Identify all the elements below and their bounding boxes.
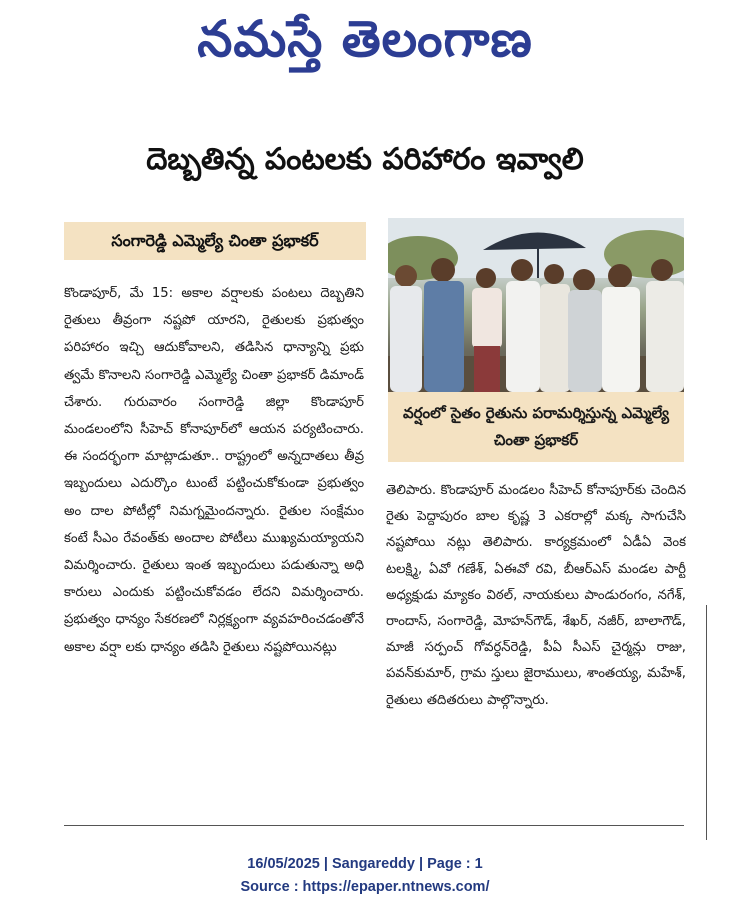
footer-source: Source : https://epaper.ntnews.com/ — [240, 879, 490, 895]
right-column-divider — [706, 605, 707, 840]
article-body-right-column: తెలిపారు. కొండాపూర్ మండలం సీహెచ్ కోనాపూర్‌కు చెందిన రైతు పెద్దాపురం బాల కృష్ణ 3 ఎకరాల్లో మక్క సాగుచేసి నష్టపోయి నట్లు తెలిపారు. కార్యక్రమంలో ఏడీఏ వెంక టలక్ష్మి, ఏవో గణేశ్, ఏఈవో రవి, బీఆర్‌ఎస్ మండల పార్టీ అధ్యక్షుడు మ్యాకం విఠల్, నాయకులు పాండురంగం, నగేశ్, రాందాస్, సంగారెడ్డి, మోహన్‌గౌడ్, శేఖర్, నజీర్, బాలాగౌడ్, మాజీ సర్పంచ్ గోవర్ధన్‌రెడ్డి, పీఏ సీఎస్ చైర్మన్లు రాజు, పవన్‌కుమార్, గ్రామ స్తులు జైరాములు, శాంతయ్య, మహేశ్, రైతులు తదితరులు పాల్గొన్నారు. — [386, 483, 686, 708]
article-body-left-column: కొండాపూర్, మే 15: అకాల వర్షాలకు పంటలు దెబ్బతిని రైతులు తీవ్రంగా నష్టపో యారని, రైతులకు ప్రభుత్వం పరిహారం ఇచ్చి ఆదుకోవాలని, తడిసిన ధాన్యాన్ని ప్రభు త్వమే కొనాలని సంగారెడ్డి ఎమ్మెల్యే చింతా ప్రభాకర్ డిమాండ్ చేశారు. గురువారం సంగారెడ్డి జిల్లా కొండాపూర్ మండలంలోని సీహెచ్ కోనాపూర్‌లో ఆయన పర్యటించారు. ఈ సందర్భంగా మాట్లాడుతూ.. రాష్ట్రంలో అన్నదాతలు తీవ్ర ఇబ్బందులు ఎదుర్కొం టుంటే పట్టించుకోకుండా ప్రభుత్వం అం దాల పోటీల్లో నిమగ్నమైందన్నారు. రైతుల సంక్షేమం కంటే సీఎం రేవంత్‌కు అందాల పోటీలు ముఖ్యమయ్యాయని విమర్శించారు. రైతులు ఇంత ఇబ్బందులు పడుతున్నా అధి కారులు ఎందుకు పట్టించుకోవడం లేదని విమర్శించారు. ప్రభుత్వం ధాన్యం సేకరణలో నిర్లక్ష్యంగా వ్యవహరించడంతోనే అకాల వర్షా లకు ధాన్యం తడిసి రైతులు నష్టపోయినట్లు — [64, 286, 364, 655]
footer-date-edition-page: 16/05/2025 | Sangareddy | Page : 1 — [247, 856, 483, 872]
bottom-divider — [64, 825, 684, 826]
news-photo-illustration — [388, 218, 684, 392]
photo-caption: వర్షంలో సైతం రైతును పరామర్శిస్తున్న ఎమ్మెల్యే చింతా ప్రభాకర్ — [388, 392, 684, 462]
newspaper-masthead: నమస్తే తెలంగాణ — [197, 10, 533, 68]
article-subhead: సంగారెడ్డి ఎమ్మెల్యే చింతా ప్రభాకర్ — [64, 222, 366, 260]
article-headline: దెబ్బతిన్న పంటలకు పరిహారం ఇవ్వాలి — [146, 142, 584, 177]
news-photo — [388, 218, 684, 392]
